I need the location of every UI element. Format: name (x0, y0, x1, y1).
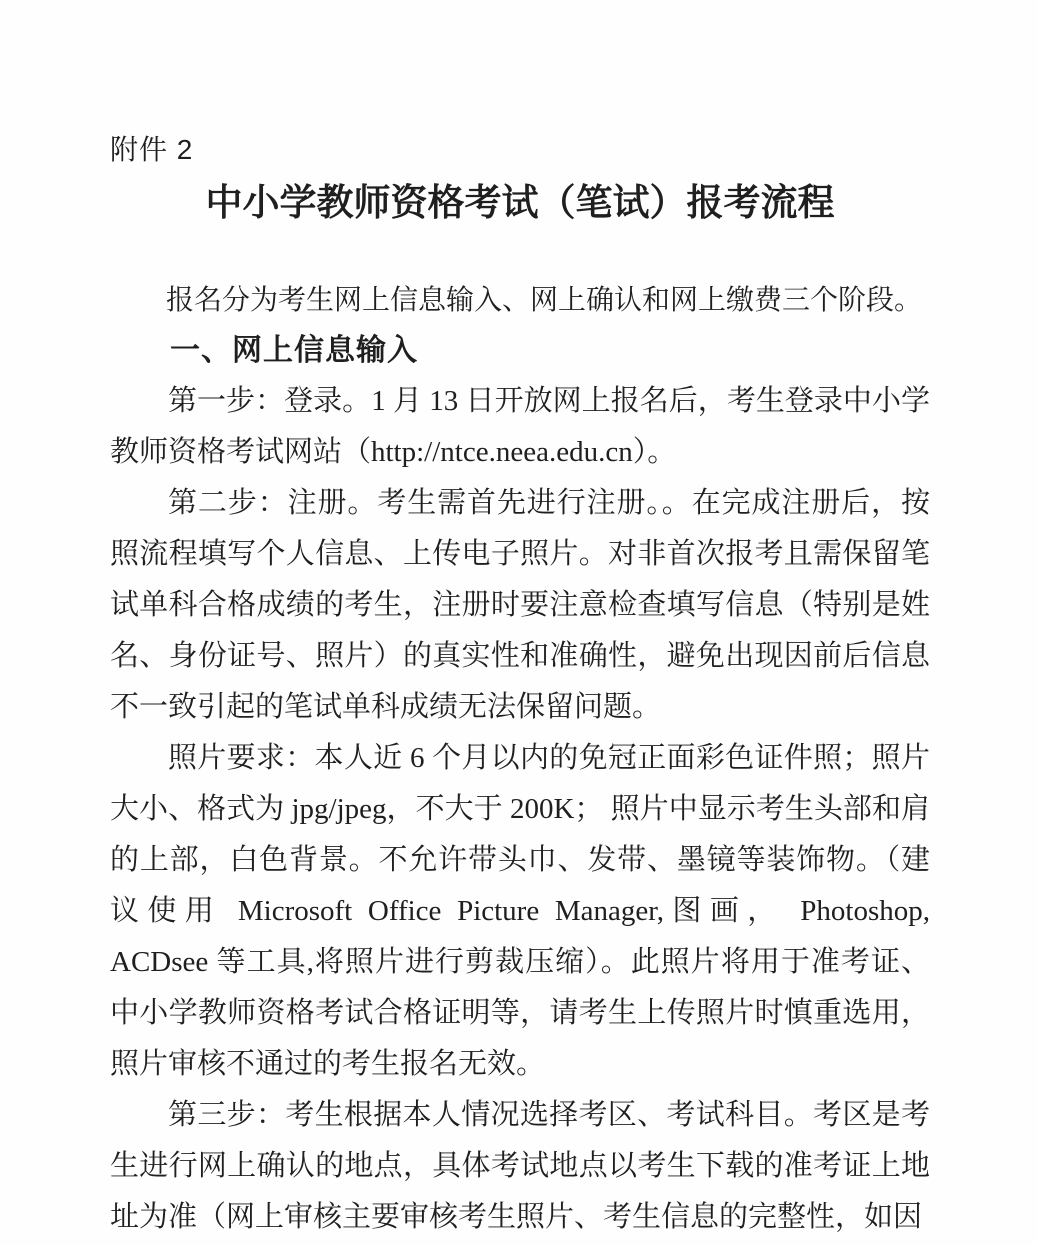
attachment-label: 附件 2 (110, 134, 194, 165)
section-heading-online-info-entry: 一、网上信息输入 (170, 334, 418, 367)
paragraph-step-3-select-area: 第三步：考生根据本人情况选择考区、考试科目。考区是考生进行网上确认的地点，具体考试地点以考生下载的准考证上地址为准（网上审核主要审核考生照片、考生信息的完整性，如因 (110, 1099, 930, 1233)
document-content (110, 274, 930, 1243)
intro-paragraph: 报名分为考生网上信息输入、网上确认和网上缴费三个阶段。 (166, 284, 923, 315)
paragraph-step-2-register: 第二步：注册。考生需首先进行注册。。在完成注册后，按照流程填写个人信息、上传电子照片。对非首次报考且需保留笔试单科合格成绩的考生，注册时要注意检查填写信息（特别是姓名、身份证号、照片）的真实性和准确性，避免出现因前后信息不一致引起的笔试单科成绩无法保留问题。 (110, 487, 930, 723)
paragraph-photo-requirements: 照片要求：本人近 6 个月以内的免冠正面彩色证件照；照片大小、格式为 jpg/jpeg，不大于 200K； 照片中显示考生头部和肩的上部，白色背景。不允许带头巾、发带、墨镜等装饰物。（建议使用 Microsoft Office Picture Manager,图画， Photoshop, ACDsee 等工具,将照片进行剪裁压缩）。此照片将用于准考证、中小学教师资格考试合格证明等，请考生上传照片时慎重选用，照片审核不通过的考生报名无效。 (110, 742, 930, 1080)
paragraph-step-1-login: 第一步：登录。1 月 13 日开放网上报名后，考生登录中小学教师资格考试网站（http://ntce.neea.edu.cn）。 (110, 385, 930, 468)
document-title: 中小学教师资格考试（笔试）报考流程 (205, 183, 835, 224)
